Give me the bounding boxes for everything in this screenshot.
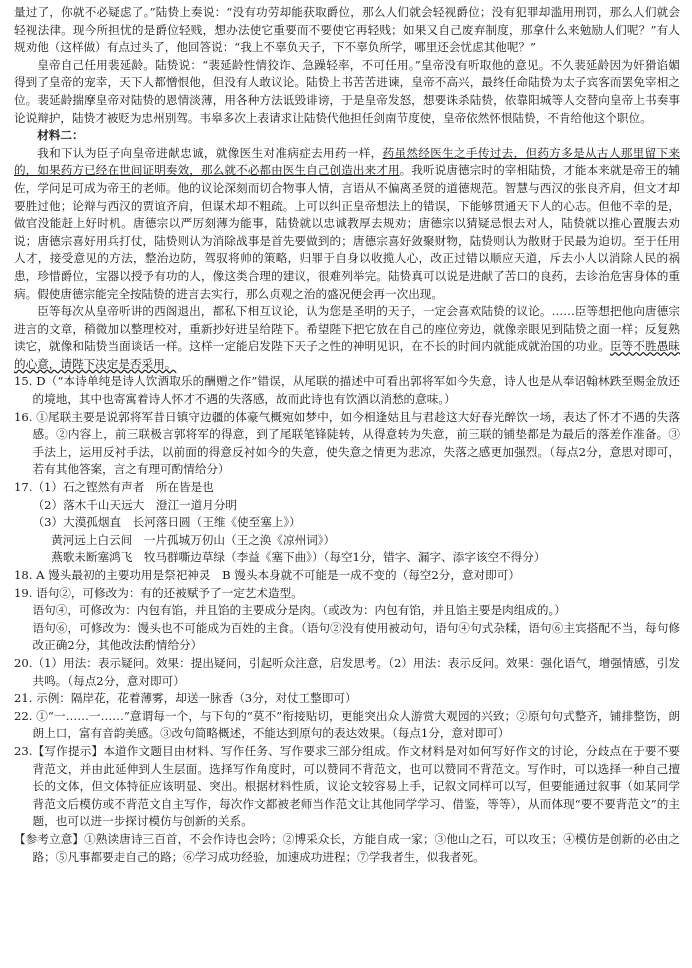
text-run: 15. D（“本诗单纯是诗人饮酒取乐的酬赠之作”错误，从尾联的描述中可看出郭将军如今失意，诗人也是从奉诏翰林跌至赐金放还的境地，其中也寄寓着诗人怀才不遇的失落感，故而此诗也有饮酒以消愁的意味。） <box>14 374 680 407</box>
text-run: 皇帝自己任用裴延龄。陆贽说：“裴延龄性情狡诈、急躁轻率，不可任用。”皇帝没有听取他的意见。不久裴延龄因为奸猾谄媚得到了皇帝的宠幸，天下人都憎恨他，但没有人敢议论。陆贽上书苦苦进谏，皇帝不高兴，最终任命陆贽为太子宾客而罢免宰相之位。裴延龄揣摩皇帝对陆贽的恩情淡薄，用各种方法诋毁诽谤，于是皇帝发怒，想要诛杀陆贽，依靠阳城等人交替向皇帝上书奏事论说辩护，陆贽才被贬为忠州别驾。韦皋多次上表请求让陆贽代他担任剑南节度使，皇帝依然怀恨陆贽，不肯给他这个职位。 <box>14 57 680 125</box>
text-run: 19. 语句②，可修改为：有的还被赋予了一定艺术造型。 <box>14 585 303 600</box>
paragraph <box>14 145 680 303</box>
text-run: 语句⑥，可修改为：馒头也不可能成为百姓的主食。（语句②没有使用被动句，语句④句式杂糅，语句⑥主宾搭配不当，每句修改正确2分，其他改法酌情给分） <box>32 620 680 653</box>
paragraph <box>14 514 680 532</box>
text-run: 22. ①“一……一……”意谓每一个，与下句的“莫不”衔接贴切，更能突出众人游赏大观园的兴致；②原句句式整齐，铺排整饬，朗朗上口，富有音韵美感。③改句简略概述，不能达到原句的表达效果。（每点1分，意对即可） <box>14 708 680 741</box>
paragraph <box>14 303 680 373</box>
paragraph <box>14 620 680 655</box>
text-run: 【参考立意】①熟读唐诗三百首，不会作诗也会吟；②博采众长，方能自成一家；③他山之石，可以攻玉；④模仿是创新的必由之路；⑤凡事都要走自己的路；⑥学习成功经验，加速成功进程；⑦学我者生，似我者死。 <box>14 831 680 864</box>
paragraph <box>14 479 680 497</box>
paragraph <box>14 532 680 550</box>
paragraph <box>14 567 680 585</box>
text-run: 语句④，可修改为：内包有馅，并且馅的主要成分是肉。（或改为：内包有馅，并且馅主要是肉组成的。） <box>32 603 566 618</box>
paragraph <box>14 57 680 127</box>
paragraph <box>14 602 680 620</box>
text-run: 17.（1）石之铿然有声者 所在皆是也 <box>14 480 214 495</box>
text-run: 。我听说唐德宗时的宰相陆贽，才能本来就是帝王的辅佐，学问足可成为帝王的老师。他的议论深刻而切合物事人情，言语从不偏离圣贤的道德规范。智慧与西汉的张良齐肩，但文才却要胜过他；论辩与西汉的贾谊齐肩，但谋术却不粗疏。上可以纠正皇帝想法上的错误，下能够贯通天下人的心志。但他不幸的是，做官没能赶上好时机。唐德宗以严厉刻薄为能事，陆贽就以忠诚教厚去规劝；唐德宗以猜疑忌恨去对人，陆贽就以推心置腹去劝说；唐德宗喜好用兵打仗，陆贽则认为消除战事是首先要做到的；唐德宗喜好敛聚财物，陆贽则认为散财于民最为迫切。至于任用人才，接受意见的方法，整治边防，驾驭将帅的策略，归罪于自身以收揽人心，改正过错以顺应天道，斥去小人以消除人民的祸患，珍惜爵位，宝器以授予有功的人，像这类合理的建议，很难列举完。陆贽真可以说是进献了苦口的良药，去诊治危害身体的重病。假使唐德宗能完全按陆贽的进言去实行，那么贞观之治的盛况便会再一次出现。 <box>14 163 680 301</box>
text-run: 18. A 馒头最初的主要功用是祭祀神灵 B 馒头本身就不可能是一成不变的（每空2分，意对即可） <box>14 568 520 582</box>
paragraph <box>14 831 680 866</box>
text-run: 黄河远上白云间 一片孤城万仞山（王之涣《凉州词》） <box>51 532 336 547</box>
paragraph <box>14 655 680 690</box>
text-run: （3）大漠孤烟直 长河落日圆（王维《使至塞上》） <box>32 515 301 530</box>
paragraph <box>14 127 680 145</box>
paragraph <box>14 4 680 57</box>
text-run: 材料二： <box>37 128 84 143</box>
text-run: （2）落木千山天远大 澄江一道月分明 <box>32 497 238 512</box>
paragraph <box>14 585 680 603</box>
emphasized-text: 药虽然经医生之手传过去，但药方多是从古人那里留下来的，如果药方已经在世间证明奏效，那么就不必都由医生自己创造出来才用 <box>14 145 680 178</box>
text-run: 23.【写作提示】本道作文题目由材料、写作任务、写作要求三部分组成。作文材料是对如何写好作文的讨论，分歧点在于要不要背范文，并由此延伸到人生层面。选择写作角度时，可以赞同不背范文，也可以赞同不背范文。写作时，可以选择一种自己擅长的文体，但文体特征应该明显、突出。根据材料性质，议论文较容易上手，记叙文同样可以写，但要能通过叙事（如某同学背范文后模仿或不背范文自主写作，每次作文都被老师当作范文让其他同学学习、借鉴，等等），从而体现“要不要背范文”的主题，也可以进一步探讨模仿与创新的关系。 <box>14 743 680 829</box>
paragraph <box>14 708 680 743</box>
paragraph <box>14 497 680 515</box>
paragraph <box>14 373 680 408</box>
text-run: 量过了，你就不必疑虑了。”陆贽上奏说：“没有功劳却能获取爵位，那么人们就会轻视爵位；没有犯罪却滥用刑罚，那么人们就会轻视法律。现今所担忧的是爵位轻贱，想办法使它重要而不要使它再轻贱；如果又自己废弃制度，那拿什么来勉励人们呢？”有人规劝他（这样做）有点过头了，他回答说：“我上不辜负天子，下不辜负所学，哪里还会忧虑其他呢？” <box>14 5 680 55</box>
text-run: 21. 示例：隔岸花，花着薄雾，却送一脉香（3分，对仗工整即可） <box>14 691 357 706</box>
paragraph <box>14 743 680 831</box>
text-run: 我和下认为臣子向皇帝进献忠诚，就像医生对准病症去用药一样， <box>37 145 383 160</box>
text-run: 20.（1）用法：表示疑问。效果：提出疑问，引起听众注意，启发思考。（2）用法：表示反问。效果：强化语气，增强情感，引发共鸣。（每点2分，意对即可） <box>14 655 680 688</box>
paragraph <box>14 549 680 567</box>
paragraph <box>14 690 680 708</box>
text-run: 16. ①尾联主要是说郭将军昔日镇守边疆的体豪气概宛如梦中，如今相逢姑且与君趁这大好春光醉饮一场，表达了怀才不遇的失落感。②内容上，前三联极言郭将军的得意，到了尾联笔锋陡转，从得意转为失意，前三联的铺垫都是为最后的落差作准备。③手法上，运用反衬手法，以前面的得意反衬如今的失意，使失意之情更为悲凉，失落之感更加强烈。（每点2分，意思对即可，若有其他答案，言之有理可酌情给分） <box>14 409 680 477</box>
text-run: 臣等每次从皇帝听讲的西阁退出，都私下相互议论，认为您是圣明的天子，一定会喜欢陆贽的议论。……臣等想把他向唐德宗进言的文章，稍微加以整理校对，重新抄好进呈给陛下。希望陛下把它放在自己的座位旁边，就像亲眼见到陆贽之面一样；反复熟读它，就像和陆贽当面谈话一样。这样一定能启发陛下天子之性的神明见识，在不长的时间内就能成就治国的功业。 <box>14 304 680 354</box>
emphasized-text: 臣等不胜愚昧的心意，请陛下决定是否采用。 <box>14 339 680 371</box>
paragraph <box>14 409 680 479</box>
text-run: 燕歌未断塞鸿飞 牧马群嘶边草绿（李益《塞下曲》）（每空1分，错字、漏字、添字该空不得分） <box>51 550 546 565</box>
